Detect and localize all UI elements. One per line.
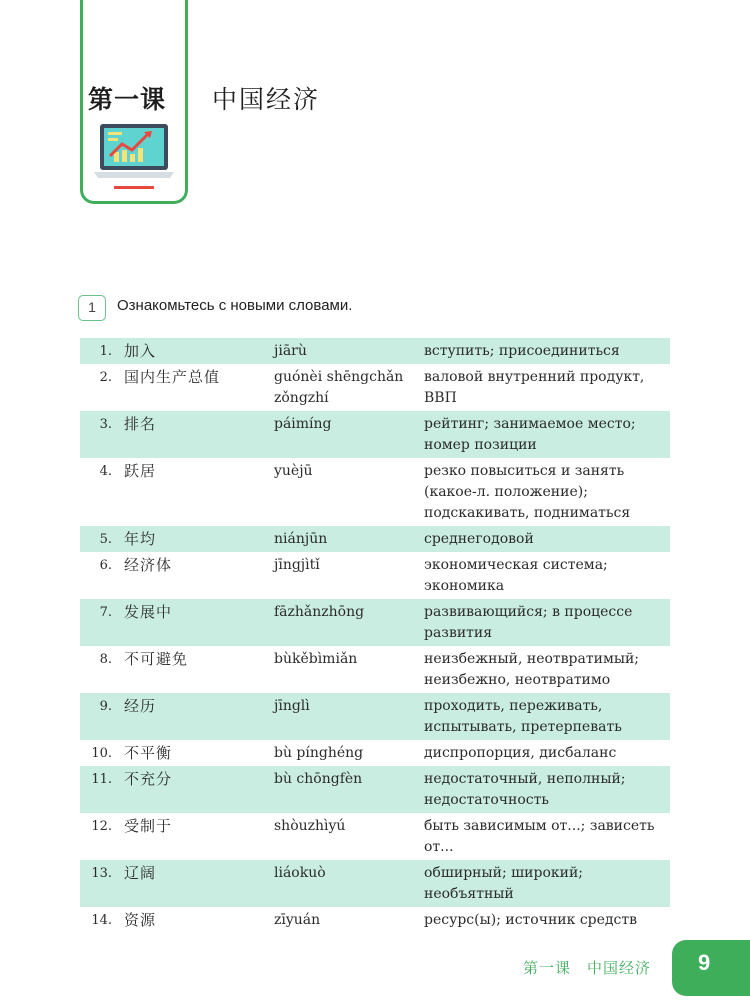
vocab-pinyin: yuèjū [274, 463, 313, 479]
vocab-translation: вступить; присоединиться [424, 343, 620, 359]
vocab-translation: развивающийся; в процессе развития [424, 604, 633, 641]
vocab-row [80, 458, 670, 526]
vocab-pinyin: guónèi shēngchǎn zǒngzhí [274, 369, 404, 406]
vocab-chinese: 加入 [124, 342, 157, 360]
vocab-translation: быть зависимым от...; зависеть от... [424, 818, 655, 855]
vocab-number: 13. [91, 866, 112, 881]
vocab-chinese: 资源 [124, 911, 157, 929]
vocab-pinyin: zīyuán [274, 912, 321, 928]
vocab-pinyin: niánjūn [274, 531, 328, 547]
vocab-translation: диспропорция, дисбаланс [424, 745, 617, 761]
vocab-row [80, 338, 670, 364]
vocab-number: 6. [99, 558, 112, 573]
vocab-chinese: 不可避免 [124, 650, 189, 668]
vocab-pinyin: jiārù [274, 343, 307, 359]
vocab-chinese: 不平衡 [124, 744, 173, 762]
vocab-table [80, 338, 670, 933]
vocab-number: 7. [99, 605, 112, 620]
page-number: 9 [698, 950, 711, 975]
vocab-row [80, 813, 670, 860]
vocab-chinese: 受制于 [124, 817, 173, 835]
vocab-translation: неизбежный, неотвратимый; неизбежно, неотвратимо [424, 651, 640, 688]
vocab-row [80, 646, 670, 693]
vocab-row [80, 766, 670, 813]
vocab-translation: проходить, переживать, испытывать, претерпевать [424, 698, 622, 735]
vocab-pinyin: jīnglì [274, 698, 310, 714]
vocab-translation: ресурс(ы); источник средств [424, 912, 638, 928]
vocab-translation: обширный; широкий; необъятный [424, 865, 584, 902]
footer-lesson-title: 第一课 中国经济 [523, 959, 652, 977]
vocab-chinese: 经历 [124, 697, 157, 715]
vocab-chinese: 经济体 [124, 556, 173, 574]
laptop-chart-icon [92, 120, 176, 194]
vocab-translation: экономическая система; экономика [424, 557, 608, 594]
lesson-title: 中国经济 [212, 85, 321, 114]
vocab-number: 2. [99, 370, 112, 385]
vocab-chinese: 年均 [124, 530, 157, 548]
vocab-number: 10. [91, 746, 112, 761]
vocab-chinese: 发展中 [124, 603, 173, 621]
vocab-number: 5. [99, 532, 112, 547]
vocab-pinyin: shòuzhìyú [274, 818, 346, 834]
vocab-number: 1. [99, 344, 112, 359]
vocab-row [80, 552, 670, 599]
vocab-chinese: 排名 [124, 415, 157, 433]
exercise-number: 1 [78, 295, 106, 321]
vocab-number: 3. [99, 417, 112, 432]
vocab-pinyin: bù pínghéng [274, 745, 364, 761]
page-badge [672, 940, 750, 996]
vocab-chinese: 辽阔 [124, 864, 157, 882]
exercise-instruction: Ознакомьтесь с новыми словами. [117, 297, 353, 314]
vocab-number: 4. [99, 464, 112, 479]
vocab-translation: недостаточный, неполный; недостаточность [424, 771, 626, 808]
vocab-row [80, 907, 670, 933]
vocab-number: 14. [91, 913, 112, 928]
vocab-pinyin: liáokuò [274, 865, 326, 881]
vocab-row [80, 411, 670, 458]
vocab-pinyin: bùkěbìmiǎn [274, 651, 358, 667]
vocab-pinyin: páimíng [274, 416, 332, 432]
vocab-pinyin: fāzhǎnzhōng [274, 604, 365, 620]
vocab-chinese: 不充分 [124, 770, 173, 788]
vocab-number: 12. [91, 819, 112, 834]
vocab-translation: резко повыситься и занять (какое-л. положение); подскакивать, подниматься [424, 463, 631, 521]
vocab-chinese: 跃居 [124, 462, 157, 480]
vocab-number: 8. [99, 652, 112, 667]
vocab-row [80, 526, 670, 552]
vocab-pinyin: jīngjìtǐ [274, 557, 320, 573]
vocab-row [80, 740, 670, 766]
lesson-number: 第一课 [88, 85, 167, 114]
vocab-number: 9. [99, 699, 112, 714]
vocab-translation: среднегодовой [424, 531, 534, 547]
vocab-row [80, 693, 670, 740]
vocab-number: 11. [91, 772, 112, 787]
vocab-translation: рейтинг; занимаемое место; номер позиции [424, 416, 636, 453]
vocab-pinyin: bù chōngfèn [274, 771, 363, 787]
vocab-row [80, 364, 670, 411]
vocab-translation: валовой внутренний продукт, ВВП [424, 369, 645, 406]
vocab-row [80, 599, 670, 646]
vocab-row [80, 860, 670, 907]
vocab-chinese: 国内生产总值 [124, 368, 221, 386]
